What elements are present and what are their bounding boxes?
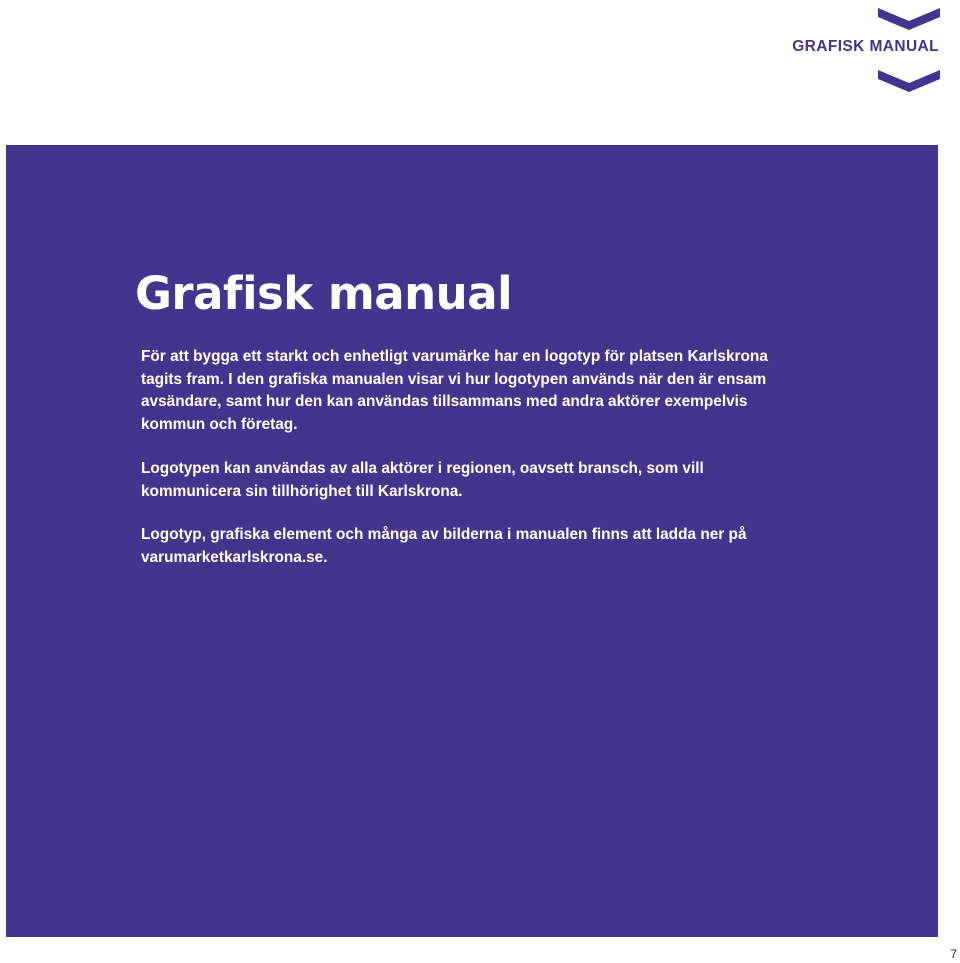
paragraph-intro: För att bygga ett starkt och enhetligt varumärke har en logotyp för platsen Karlskrona tagits fram. I den grafiska manualen visar vi hur logotypen används när den är ensam avsändare, samt hur den kan användas tillsammans med andra aktörer exempelvis kommun och företag. bbox=[141, 348, 768, 434]
chevron-down-icon bbox=[878, 4, 940, 30]
paragraph-usage: Logotypen kan användas av alla aktörer i regionen, oavsett bransch, som vill kommunicera sin tillhörighet till Karlskrona. bbox=[141, 459, 704, 500]
chevron-down-icon bbox=[878, 66, 940, 92]
header-title: GRAFISK MANUAL bbox=[792, 38, 939, 55]
page-number: 7 bbox=[950, 947, 957, 961]
paragraph-download: Logotyp, grafiska element och många av bilderna i manualen finns att ladda ner på varumarketkarlskrona.se. bbox=[141, 526, 747, 566]
page-title: Grafisk manual bbox=[135, 267, 512, 320]
body-text bbox=[141, 346, 801, 591]
